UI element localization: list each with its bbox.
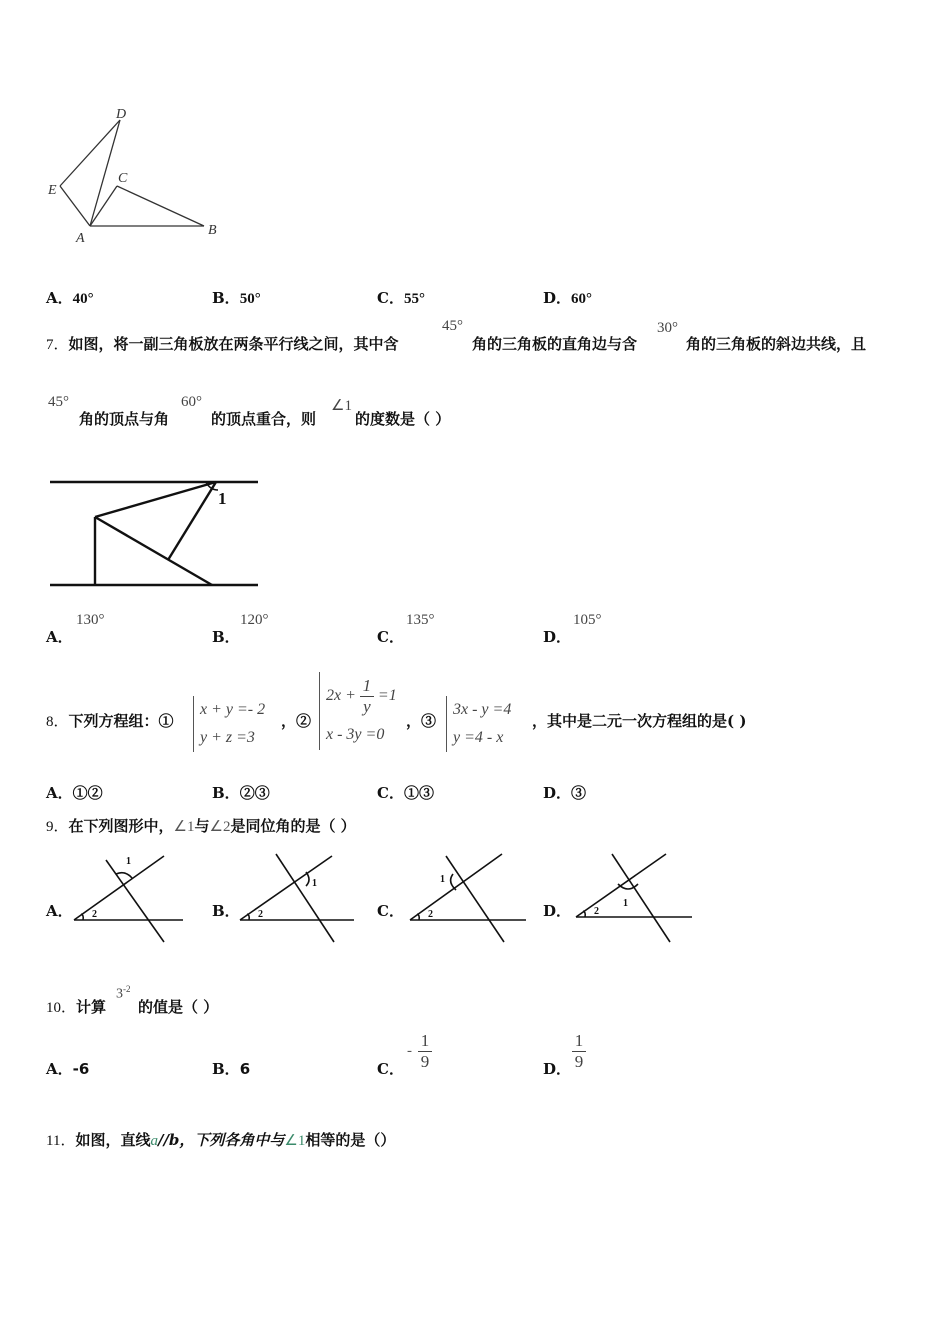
svg-text:1: 1 <box>623 898 628 909</box>
q10-option-c[interactable]: C． <box>377 1060 404 1078</box>
q7-math-45b: 45° <box>48 394 69 410</box>
q6-option-c[interactable]: C．55° <box>377 289 425 307</box>
svg-text:1: 1 <box>312 878 317 889</box>
q10-option-d[interactable]: D． <box>543 1060 572 1078</box>
q9-option-d[interactable]: D． <box>543 902 572 920</box>
label-b: B <box>208 223 217 238</box>
q7-line2a: 角的顶点与角 <box>79 410 170 428</box>
q11-math-angle1: ∠1 <box>284 1133 306 1149</box>
q9-option-b[interactable]: B． <box>212 902 240 920</box>
label-c: C <box>118 171 128 186</box>
q6-option-a[interactable]: A．40° <box>46 289 94 307</box>
svg-text:2: 2 <box>92 909 97 920</box>
q10-option-a[interactable]: A．-6 <box>46 1060 90 1078</box>
q8-sep-2: ，③ <box>406 712 437 730</box>
q8-system-3: 3x - y =4 y =4 - x <box>446 696 511 752</box>
label-e: E <box>48 183 57 198</box>
q10-power: $3^{-2}$ <box>116 984 131 1002</box>
q7-math-30: 30° <box>657 320 678 336</box>
q7-option-a[interactable]: A． <box>46 628 73 646</box>
label-d: D <box>116 107 127 122</box>
q7-option-d-value: 105° <box>573 612 602 628</box>
q9-line: 9．在下列图形中，∠1与∠2是同位角的是（ ） <box>46 817 356 835</box>
q7-line1: 7．如图，将一副三角板放在两条平行线之间，其中含 <box>46 335 399 353</box>
q10-option-d-value: $\frac{1}{9}$ <box>572 1031 586 1072</box>
q7-math-45a: 45° <box>442 318 463 334</box>
q6-option-d[interactable]: D．60° <box>543 289 593 307</box>
svg-text:2: 2 <box>428 909 433 920</box>
q9-figure-d <box>572 850 697 945</box>
q7-option-b-value: 120° <box>240 612 269 628</box>
q11-math-a: a <box>150 1133 158 1149</box>
q10-option-c-value: - $\frac{1}{9}$ <box>407 1031 432 1072</box>
q7-option-c[interactable]: C． <box>377 628 404 646</box>
q11-line: 11．如图，直线a//b，下列各角中与∠1相等的是（） <box>46 1131 396 1149</box>
q8-intro: 8．下列方程组：① <box>46 712 174 730</box>
q8-option-a[interactable]: A．①② <box>46 784 103 802</box>
q7-option-b[interactable]: B． <box>212 628 240 646</box>
q9-figure-b <box>236 850 361 945</box>
q7-option-a-value: 130° <box>76 612 105 628</box>
q9-math-angle2: ∠2 <box>209 819 231 835</box>
q6-option-b[interactable]: B．50° <box>212 289 261 307</box>
label-a: A <box>76 231 85 246</box>
q7-option-c-value: 135° <box>406 612 435 628</box>
q10-question: 的值是（ ） <box>138 998 219 1016</box>
q9-option-c[interactable]: C． <box>377 902 404 920</box>
q7-line1c: 角的三角板的斜边共线，且 <box>686 335 867 353</box>
q7-figure <box>48 470 268 595</box>
q7-line2c: 的度数是（ ） <box>355 410 451 428</box>
q9-figure-a <box>70 850 190 945</box>
q8-system-1: x + y =- 2 y + z =3 <box>193 696 265 752</box>
q10-option-b[interactable]: B．6 <box>212 1060 251 1078</box>
q6-figure <box>40 100 240 250</box>
q9-math-angle1: ∠1 <box>173 819 195 835</box>
q9-option-a[interactable]: A． <box>46 902 73 920</box>
svg-text:1: 1 <box>126 856 131 867</box>
q8-option-b[interactable]: B．②③ <box>212 784 270 802</box>
q7-option-d[interactable]: D． <box>543 628 572 646</box>
q8-option-d[interactable]: D．③ <box>543 784 587 802</box>
q9-figure-c <box>406 850 531 945</box>
q8-option-c[interactable]: C．①③ <box>377 784 434 802</box>
svg-text:2: 2 <box>258 909 263 920</box>
q10-intro: 10．计算 <box>46 998 107 1016</box>
q8-system-2: 2x + $\frac{1}{y}$ =1 x - 3y =0 <box>319 672 397 750</box>
q7-math-angle1: ∠1 <box>331 398 352 414</box>
q7-math-60: 60° <box>181 394 202 410</box>
q7-angle-label: 1 <box>218 489 227 508</box>
svg-text:1: 1 <box>440 874 445 885</box>
q8-question: ，其中是二元一次方程组的是( ) <box>532 712 747 730</box>
svg-text:2: 2 <box>594 906 599 917</box>
q8-fraction: $\frac{1}{y}$ <box>360 676 374 717</box>
q7-line2b: 的顶点重合，则 <box>211 410 317 428</box>
q8-sep-1: ，② <box>281 712 312 730</box>
q7-line1b: 角的三角板的直角边与含 <box>472 335 638 353</box>
